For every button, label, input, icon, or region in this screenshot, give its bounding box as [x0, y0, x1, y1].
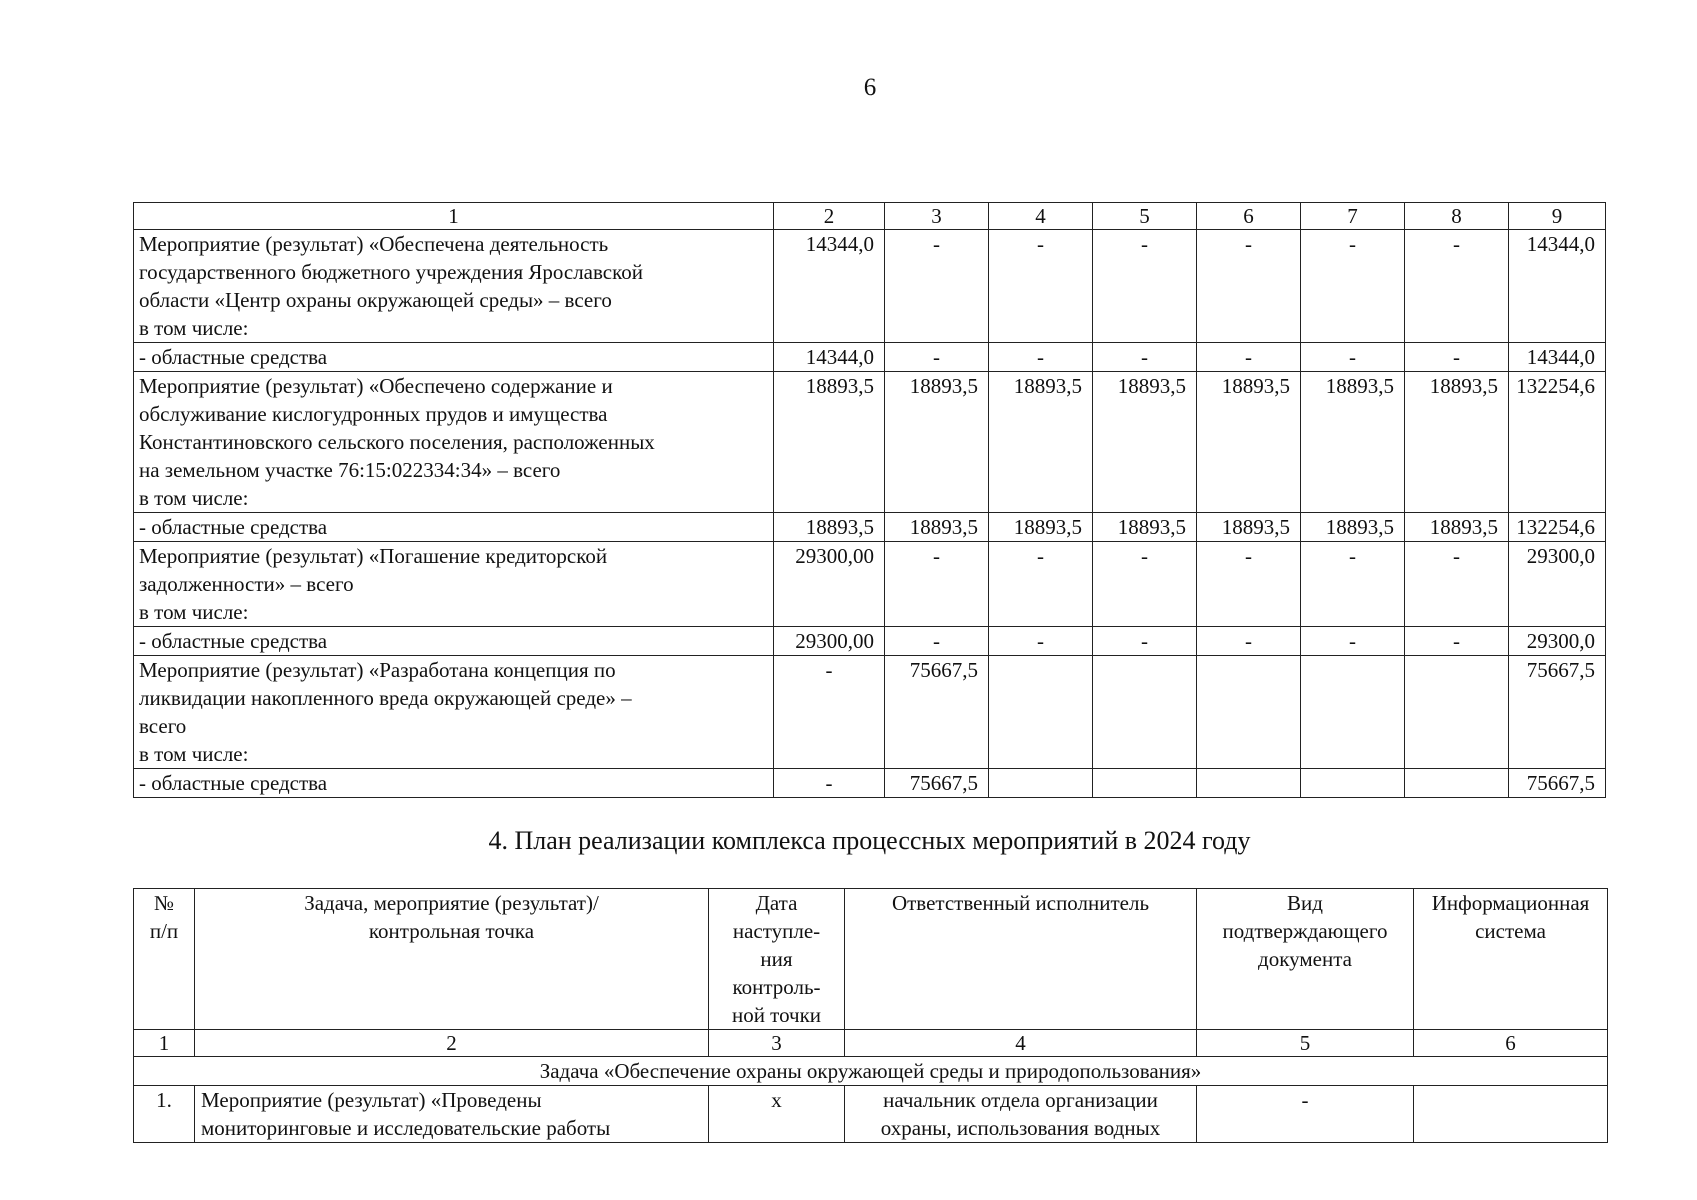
value-cell: 75667,5: [1509, 769, 1606, 798]
column-number: 7: [1301, 203, 1405, 230]
cell-line: Вид: [1287, 891, 1323, 915]
plan-column-numbers: [134, 1030, 1608, 1057]
header-cell: [1197, 889, 1414, 1030]
finance-row: [134, 513, 1606, 542]
date-cell: х: [709, 1086, 845, 1143]
cell-line: Дата: [755, 891, 798, 915]
value-cell: -: [1405, 627, 1509, 656]
cell-line: в том числе:: [139, 742, 249, 766]
value-cell: 75667,5: [885, 656, 989, 769]
cell-line: п/п: [149, 919, 179, 943]
value-cell: 29300,0: [1509, 542, 1606, 627]
value-cell: 75667,5: [1509, 656, 1606, 769]
executor-cell: [845, 1086, 1197, 1143]
row-description: [134, 627, 774, 656]
finance-row: [134, 627, 1606, 656]
column-number: 4: [989, 203, 1093, 230]
value-cell: -: [1197, 230, 1301, 343]
cell-line: - областные средства: [139, 515, 328, 539]
value-cell: 18893,5: [1405, 513, 1509, 542]
cell-line: контроль-: [732, 975, 821, 999]
value-cell: 18893,5: [1093, 372, 1197, 513]
value-cell: 18893,5: [1197, 372, 1301, 513]
value-cell: -: [1405, 542, 1509, 627]
cell-line: - областные средства: [139, 345, 328, 369]
value-cell: -: [1093, 542, 1197, 627]
cell-line: наступле-: [732, 919, 821, 943]
column-number: 6: [1414, 1030, 1608, 1057]
value-cell: -: [885, 230, 989, 343]
cell-line: - областные средства: [139, 629, 328, 653]
value-cell: [989, 656, 1093, 769]
value-cell: -: [1093, 627, 1197, 656]
cell-line: Мероприятие (результат) «Разработана концепция по: [139, 658, 616, 682]
value-cell: 14344,0: [1509, 230, 1606, 343]
value-cell: -: [1197, 343, 1301, 372]
value-cell: -: [1197, 542, 1301, 627]
value-cell: 29300,00: [774, 542, 885, 627]
row-description: [134, 372, 774, 513]
cell-line: - областные средства: [139, 771, 328, 795]
column-number: 4: [845, 1030, 1197, 1057]
cell-line: Мероприятие (результат) «Погашение кредиторской: [139, 544, 608, 568]
value-cell: -: [1301, 542, 1405, 627]
column-number: 3: [709, 1030, 845, 1057]
value-cell: 18893,5: [1197, 513, 1301, 542]
value-cell: -: [1093, 343, 1197, 372]
cell-line: Ответственный исполнитель: [891, 891, 1150, 915]
cell-line: мониторинговые и исследовательские работы: [201, 1116, 611, 1140]
cell-line: задолженности» – всего: [139, 572, 354, 596]
finance-table: [133, 202, 1606, 798]
column-number: 2: [774, 203, 885, 230]
value-cell: 18893,5: [885, 513, 989, 542]
value-cell: -: [1405, 343, 1509, 372]
value-cell: -: [885, 343, 989, 372]
column-number: 1: [134, 1030, 195, 1057]
column-number: 1: [134, 203, 774, 230]
value-cell: -: [1405, 230, 1509, 343]
cell-line: Константиновского сельского поселения, расположенных: [139, 430, 655, 454]
plan-header-row: [134, 889, 1608, 1030]
value-cell: 18893,5: [1301, 372, 1405, 513]
cell-line: в том числе:: [139, 486, 249, 510]
value-cell: 14344,0: [774, 343, 885, 372]
cell-line: ной точки: [731, 1003, 822, 1027]
value-cell: -: [885, 542, 989, 627]
value-cell: 18893,5: [989, 513, 1093, 542]
cell-line: охраны, использования водных: [880, 1116, 1161, 1140]
cell-line: начальник отдела организации: [883, 1088, 1158, 1112]
value-cell: 18893,5: [1405, 372, 1509, 513]
task-row: [134, 1057, 1608, 1086]
cell-line: на земельном участке 76:15:022334:34» – всего: [139, 458, 561, 482]
column-number: 5: [1093, 203, 1197, 230]
value-cell: -: [989, 230, 1093, 343]
value-cell: -: [1301, 230, 1405, 343]
cell-line: ликвидации накопленного вреда окружающей среде» –: [139, 686, 632, 710]
cell-line: №: [153, 891, 175, 915]
finance-row: [134, 343, 1606, 372]
value-cell: 75667,5: [885, 769, 989, 798]
value-cell: [1405, 769, 1509, 798]
value-cell: -: [1093, 230, 1197, 343]
value-cell: [1301, 656, 1405, 769]
value-cell: [1197, 769, 1301, 798]
cell-line: ния: [760, 947, 793, 971]
column-number: 9: [1509, 203, 1606, 230]
row-description: [134, 656, 774, 769]
plan-table: [133, 888, 1608, 1143]
header-cell: [709, 889, 845, 1030]
value-cell: 18893,5: [774, 513, 885, 542]
cell-line: Задача, мероприятие (результат)/: [304, 891, 599, 915]
cell-line: система: [1475, 919, 1546, 943]
plan-row: [134, 1086, 1608, 1143]
cell-line: Информационная: [1431, 891, 1590, 915]
row-description: [134, 513, 774, 542]
finance-row: [134, 542, 1606, 627]
row-number: 1.: [134, 1086, 195, 1143]
header-cell: [134, 889, 195, 1030]
event-cell: [195, 1086, 709, 1143]
row-description: [134, 230, 774, 343]
value-cell: -: [774, 656, 885, 769]
task-title: Задача «Обеспечение охраны окружающей среды и природопользования»: [134, 1057, 1608, 1086]
value-cell: [1093, 769, 1197, 798]
finance-row: [134, 230, 1606, 343]
section-title: 4. План реализации комплекса процессных мероприятий в 2024 году: [488, 826, 1251, 855]
row-description: [134, 542, 774, 627]
value-cell: -: [1301, 343, 1405, 372]
finance-row: [134, 769, 1606, 798]
finance-row: [134, 656, 1606, 769]
header-cell: [845, 889, 1197, 1030]
value-cell: 18893,5: [1093, 513, 1197, 542]
cell-line: Мероприятие (результат) «Обеспечено содержание и: [139, 374, 613, 398]
cell-line: документа: [1258, 947, 1352, 971]
cell-line: контрольная точка: [368, 919, 535, 943]
cell-line: обслуживание кислогудронных прудов и имущества: [139, 402, 608, 426]
finance-row: [134, 372, 1606, 513]
document-cell: -: [1197, 1086, 1414, 1143]
value-cell: 14344,0: [1509, 343, 1606, 372]
value-cell: 14344,0: [774, 230, 885, 343]
cell-line: государственного бюджетного учреждения Ярославской: [139, 260, 643, 284]
cell-line: в том числе:: [139, 600, 249, 624]
cell-line: в том числе:: [139, 316, 249, 340]
column-number: 6: [1197, 203, 1301, 230]
value-cell: 18893,5: [989, 372, 1093, 513]
value-cell: [1197, 656, 1301, 769]
header-cell: [195, 889, 709, 1030]
column-number: 2: [195, 1030, 709, 1057]
value-cell: -: [989, 627, 1093, 656]
value-cell: -: [885, 627, 989, 656]
value-cell: 29300,0: [1509, 627, 1606, 656]
cell-line: всего: [139, 714, 187, 738]
value-cell: [1093, 656, 1197, 769]
cell-line: области «Центр охраны окружающей среды» – всего: [139, 288, 612, 312]
value-cell: -: [989, 343, 1093, 372]
cell-line: Мероприятие (результат) «Обеспечена деятельность: [139, 232, 609, 256]
value-cell: -: [1301, 627, 1405, 656]
row-description: [134, 343, 774, 372]
cell-line: подтверждающего: [1222, 919, 1388, 943]
value-cell: -: [774, 769, 885, 798]
cell-line: Мероприятие (результат) «Проведены: [201, 1088, 542, 1112]
column-number: 8: [1405, 203, 1509, 230]
page-number: 6: [863, 74, 877, 101]
value-cell: [1405, 656, 1509, 769]
finance-header-row: [134, 203, 1606, 230]
value-cell: [989, 769, 1093, 798]
value-cell: 132254,6: [1509, 513, 1606, 542]
value-cell: 29300,00: [774, 627, 885, 656]
value-cell: 18893,5: [885, 372, 989, 513]
column-number: 3: [885, 203, 989, 230]
value-cell: -: [1197, 627, 1301, 656]
value-cell: 18893,5: [1301, 513, 1405, 542]
column-number: 5: [1197, 1030, 1414, 1057]
value-cell: -: [989, 542, 1093, 627]
value-cell: 18893,5: [774, 372, 885, 513]
system-cell: [1414, 1086, 1608, 1143]
value-cell: 132254,6: [1509, 372, 1606, 513]
row-description: [134, 769, 774, 798]
header-cell: [1414, 889, 1608, 1030]
value-cell: [1301, 769, 1405, 798]
